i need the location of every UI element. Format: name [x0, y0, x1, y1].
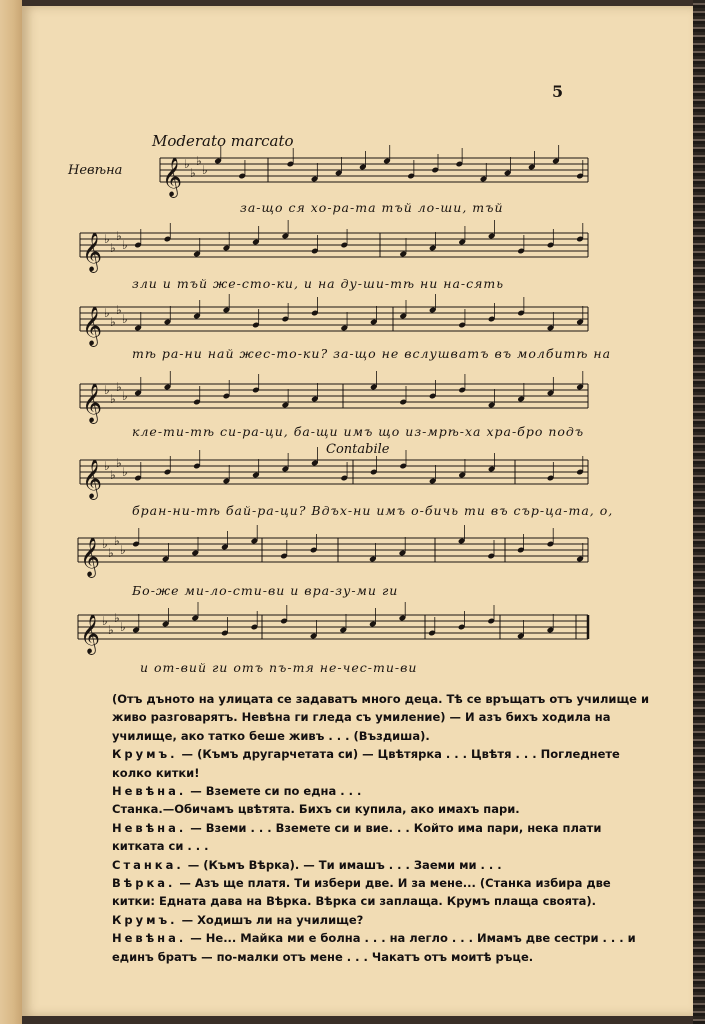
treble-clef-icon: 𝄞	[82, 306, 103, 346]
flat-icon: ♭	[102, 537, 108, 551]
dialogue-line: — И азъ бихъ ходила на училище, ако татко беше живъ . . .	[112, 710, 611, 743]
stage-direction: (Къмъ Вѣрка).	[203, 857, 300, 872]
flat-icon: ♭	[108, 546, 114, 560]
dialogue-line: — Цвѣтярка . . . Цвѣтя . . . Погледнете колко китки!	[112, 747, 620, 780]
flat-icon: ♭	[116, 456, 122, 470]
dialogue-line: — Ти имашъ . . . Заеми ми . . .	[303, 857, 502, 872]
dialogue-line: — Вземете си по една . . .	[190, 784, 362, 799]
flat-icon: ♭	[104, 459, 110, 473]
flat-icon: ♭	[122, 465, 128, 479]
stage-direction: (Отъ дъното на улицата се задаватъ много деца. Тѣ се връщатъ отъ училище и живо разговарятъ. Невѣна ги гледа съ умиление)	[112, 692, 650, 725]
dialogue-line: —Обичамъ цвѣтята. Бихъ си купила, ако имахъ пари.	[162, 802, 520, 817]
dialogue-line: — Вземи . . . Вземете си и вие. . . Който има пари, нека плати китката си . . .	[112, 820, 602, 854]
dialogue-line: — Ходишъ ли на училище?	[181, 912, 364, 927]
flat-icon: ♭	[116, 229, 122, 243]
lyric-line-3: тѣ ра-ни най жес-то-ки? за-що не вслушватъ въ молбитѣ на	[132, 346, 612, 361]
dialogue-text: (Отъ дъното на улицата се задаватъ много деца. Тѣ се връщатъ отъ училище и живо разговарятъ. Невѣна ги гледа съ умиление) — И азъ бихъ ходила на училище, ако татко беше живъ . . . (Въздиша). Крумъ. — (Къмъ другарчетата си) — Цвѣтярка . . . Цвѣтя . . . Погледнете колко китки! Невѣна. — Вземете си по една . . . Станка.—Обичамъ цвѣтята. Бихъ си купила, ако имахъ пари. Невѣна. — Вземи . . . Вземете си и вие. . . Който има пари, нека плати китката си . . . Станка. — (Къмъ Вѣрка). — Ти имашъ . . . Заеми ми . . . Вѣрка. — Азъ ще платя. Ти избери две. И за мене... (Станка избира две китки: Едната дава на Вѣрка. Вѣрка си заплаща. Крумъ плаща своята). Крумъ. — Ходишъ ли на училище? Невѣна. — Не... Майка ми е болна . . . на легло . . . Имамъ две сестри . . . и единъ братъ — по-малки отъ мене . . . Чакатъ отъ моитѣ ръце.	[112, 692, 650, 964]
flat-icon: ♭	[102, 614, 108, 628]
stage-direction: (Къмъ другарчетата си)	[197, 747, 359, 762]
expression-marking: Contabile	[326, 442, 390, 457]
lyric-line-6: Бо-же ми-ло-сти-ви и вра-зу-ми ги	[132, 583, 399, 598]
flat-icon: ♭	[104, 383, 110, 397]
flat-icon: ♭	[110, 315, 116, 329]
flat-icon: ♭	[190, 166, 196, 180]
speaker-name: Крумъ.	[112, 912, 178, 927]
flat-icon: ♭	[116, 380, 122, 394]
speaker-name: Станка.	[112, 857, 184, 872]
flat-icon: ♭	[122, 238, 128, 252]
flat-icon: ♭	[114, 611, 120, 625]
page-number: 5	[552, 82, 564, 101]
flat-icon: ♭	[120, 620, 126, 634]
flat-icon: ♭	[122, 312, 128, 326]
dialogue-line: — Азъ ще платя. Ти избери две. И за мене...	[179, 876, 476, 891]
flat-icon: ♭	[110, 468, 116, 482]
treble-clef-icon: 𝄞	[80, 537, 101, 577]
speaker-name: Станка.	[112, 802, 163, 817]
singer-name: Невѣна	[68, 163, 123, 178]
stage-direction: (Станка избира две китки: Едната дава на Вѣрка. Вѣрка си заплаща. Крумъ плаща своята).	[112, 876, 611, 909]
lyric-line-1: за-що ся хо-ра-та тъй ло-ши, тъй	[240, 200, 504, 215]
stage-direction: (Въздиша).	[353, 728, 430, 743]
flat-icon: ♭	[108, 623, 114, 637]
lyric-line-4: кле-ти-тѣ си-ра-ци, ба-щи имъ що из-мрѣ-ха хра-бро подъ	[132, 424, 585, 439]
treble-clef-icon: 𝄞	[82, 459, 103, 499]
speaker-name: Невѣна.	[112, 820, 187, 835]
flat-icon: ♭	[202, 163, 208, 177]
speaker-name: Невѣна.	[112, 931, 187, 946]
lyric-line-5: бран-ни-тѣ бай-ра-ци? Вдъх-ни имъ о-бичь ти въ сър-ца-та, о,	[132, 503, 614, 518]
speaker-name: Невѣна.	[112, 784, 187, 799]
treble-clef-icon: 𝄞	[162, 157, 183, 197]
flat-icon: ♭	[122, 389, 128, 403]
treble-clef-icon: 𝄞	[80, 614, 101, 654]
treble-clef-icon: 𝄞	[82, 232, 103, 272]
flat-icon: ♭	[184, 157, 190, 171]
lyric-line-2: зли и тъй же-сто-ки, и на ду-ши-тѣ ни на-сять	[132, 276, 505, 291]
treble-clef-icon: 𝄞	[82, 383, 103, 423]
lyric-line-7: и от-вий ги отъ пъ-тя не-чес-ти-ви	[140, 660, 418, 675]
flat-icon: ♭	[110, 392, 116, 406]
flat-icon: ♭	[114, 534, 120, 548]
flat-icon: ♭	[116, 303, 122, 317]
tempo-marking: Moderato marcato	[152, 132, 294, 150]
flat-icon: ♭	[110, 241, 116, 255]
flat-icon: ♭	[104, 306, 110, 320]
dialogue-line: — Не... Майка ми е болна . . . на легло . . . Имамъ две сестри . . . и единъ братъ — по-малки отъ мене . . . Чакатъ отъ моитѣ ръце.	[112, 931, 636, 964]
speaker-name: Вѣрка.	[112, 876, 176, 891]
flat-icon: ♭	[196, 154, 202, 168]
flat-icon: ♭	[120, 543, 126, 557]
flat-icon: ♭	[104, 232, 110, 246]
speaker-name: Крумъ.	[112, 747, 178, 762]
